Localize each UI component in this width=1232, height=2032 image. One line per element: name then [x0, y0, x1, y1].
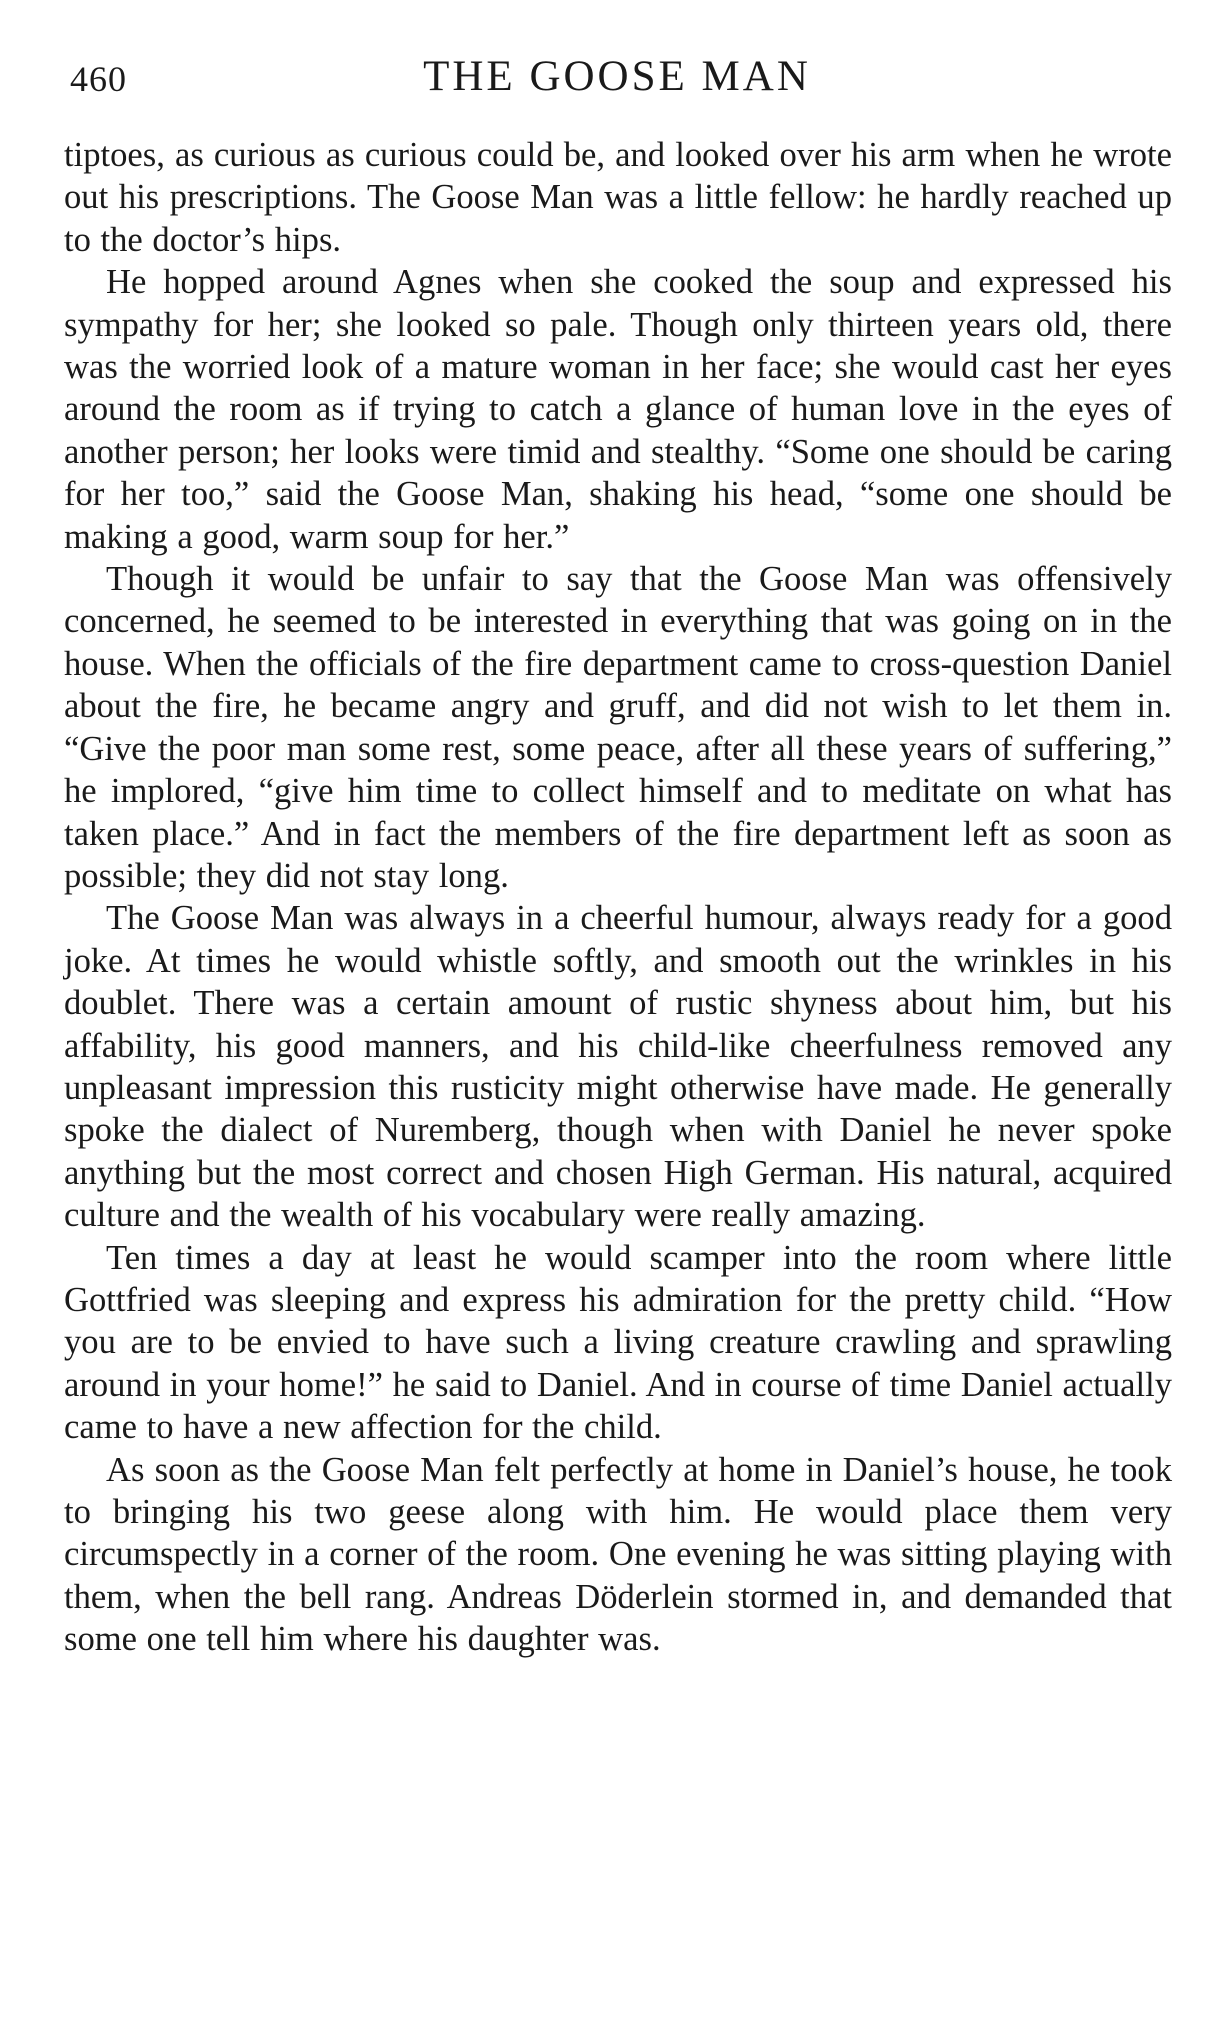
- paragraph: tiptoes, as curious as curious could be, and looked over his arm when he wrote out his prescriptions. The Goose Man was a little fellow: he hardly reached up to the doctor’s hips.: [64, 136, 1172, 259]
- page-number: 460: [70, 59, 127, 99]
- paragraph: As soon as the Goose Man felt perfectly at home in Daniel’s house, he took to bringing his two geese along with him. He would place them very circumspectly in a corner of the room. One evening he was sitting playing with them, when the bell rang. Andreas Döderlein stormed in, and demanded that some one tell him where his daughter was.: [64, 1450, 1172, 1659]
- book-title: THE GOOSE MAN: [423, 53, 811, 100]
- paragraph: The Goose Man was always in a cheerful humour, always ready for a good joke. At times he would whistle softly, and smooth out the wrinkles in his doublet. There was a certain amount of rustic shyness about him, but his affability, his good manners, and his child-like cheerfulness removed any unpleasant impression this rusticity might otherwise have made. He generally spoke the dialect of Nuremberg, though when with Daniel he never spoke anything but the most correct and chosen High German. His natural, acquired culture and the wealth of his vocabulary were really amazing.: [64, 899, 1172, 1235]
- body-text: [64, 134, 1172, 1661]
- running-head: [62, 52, 1172, 102]
- paragraph: He hopped around Agnes when she cooked the soup and expressed his sympathy for her; she looked so pale. Though only thirteen years old, there was the worried look of a mature woman in her face; she would cast her eyes around the room as if trying to catch a glance of human love in the eyes of another person; her looks were timid and stealthy. “Some one should be caring for her too,” said the Goose Man, shaking his head, “some one should be making a good, warm soup for her.”: [64, 263, 1172, 556]
- paragraph: Though it would be unfair to say that the Goose Man was offensively concerned, he seemed to be interested in everything that was going on in the house. When the officials of the fire department came to cross-question Daniel about the fire, he became angry and gruff, and did not wish to let them in. “Give the poor man some rest, some peace, after all these years of suffering,” he implored, “give him time to collect himself and to meditate on what has taken place.” And in fact the members of the fire department left as soon as possible; they did not stay long.: [64, 560, 1172, 895]
- paragraph: Ten times a day at least he would scamper into the room where little Gottfried was sleeping and express his admiration for the pretty child. “How you are to be envied to have such a living creature crawling and sprawling around in your home!” he said to Daniel. And in course of time Daniel actually came to have a new affection for the child.: [64, 1238, 1172, 1447]
